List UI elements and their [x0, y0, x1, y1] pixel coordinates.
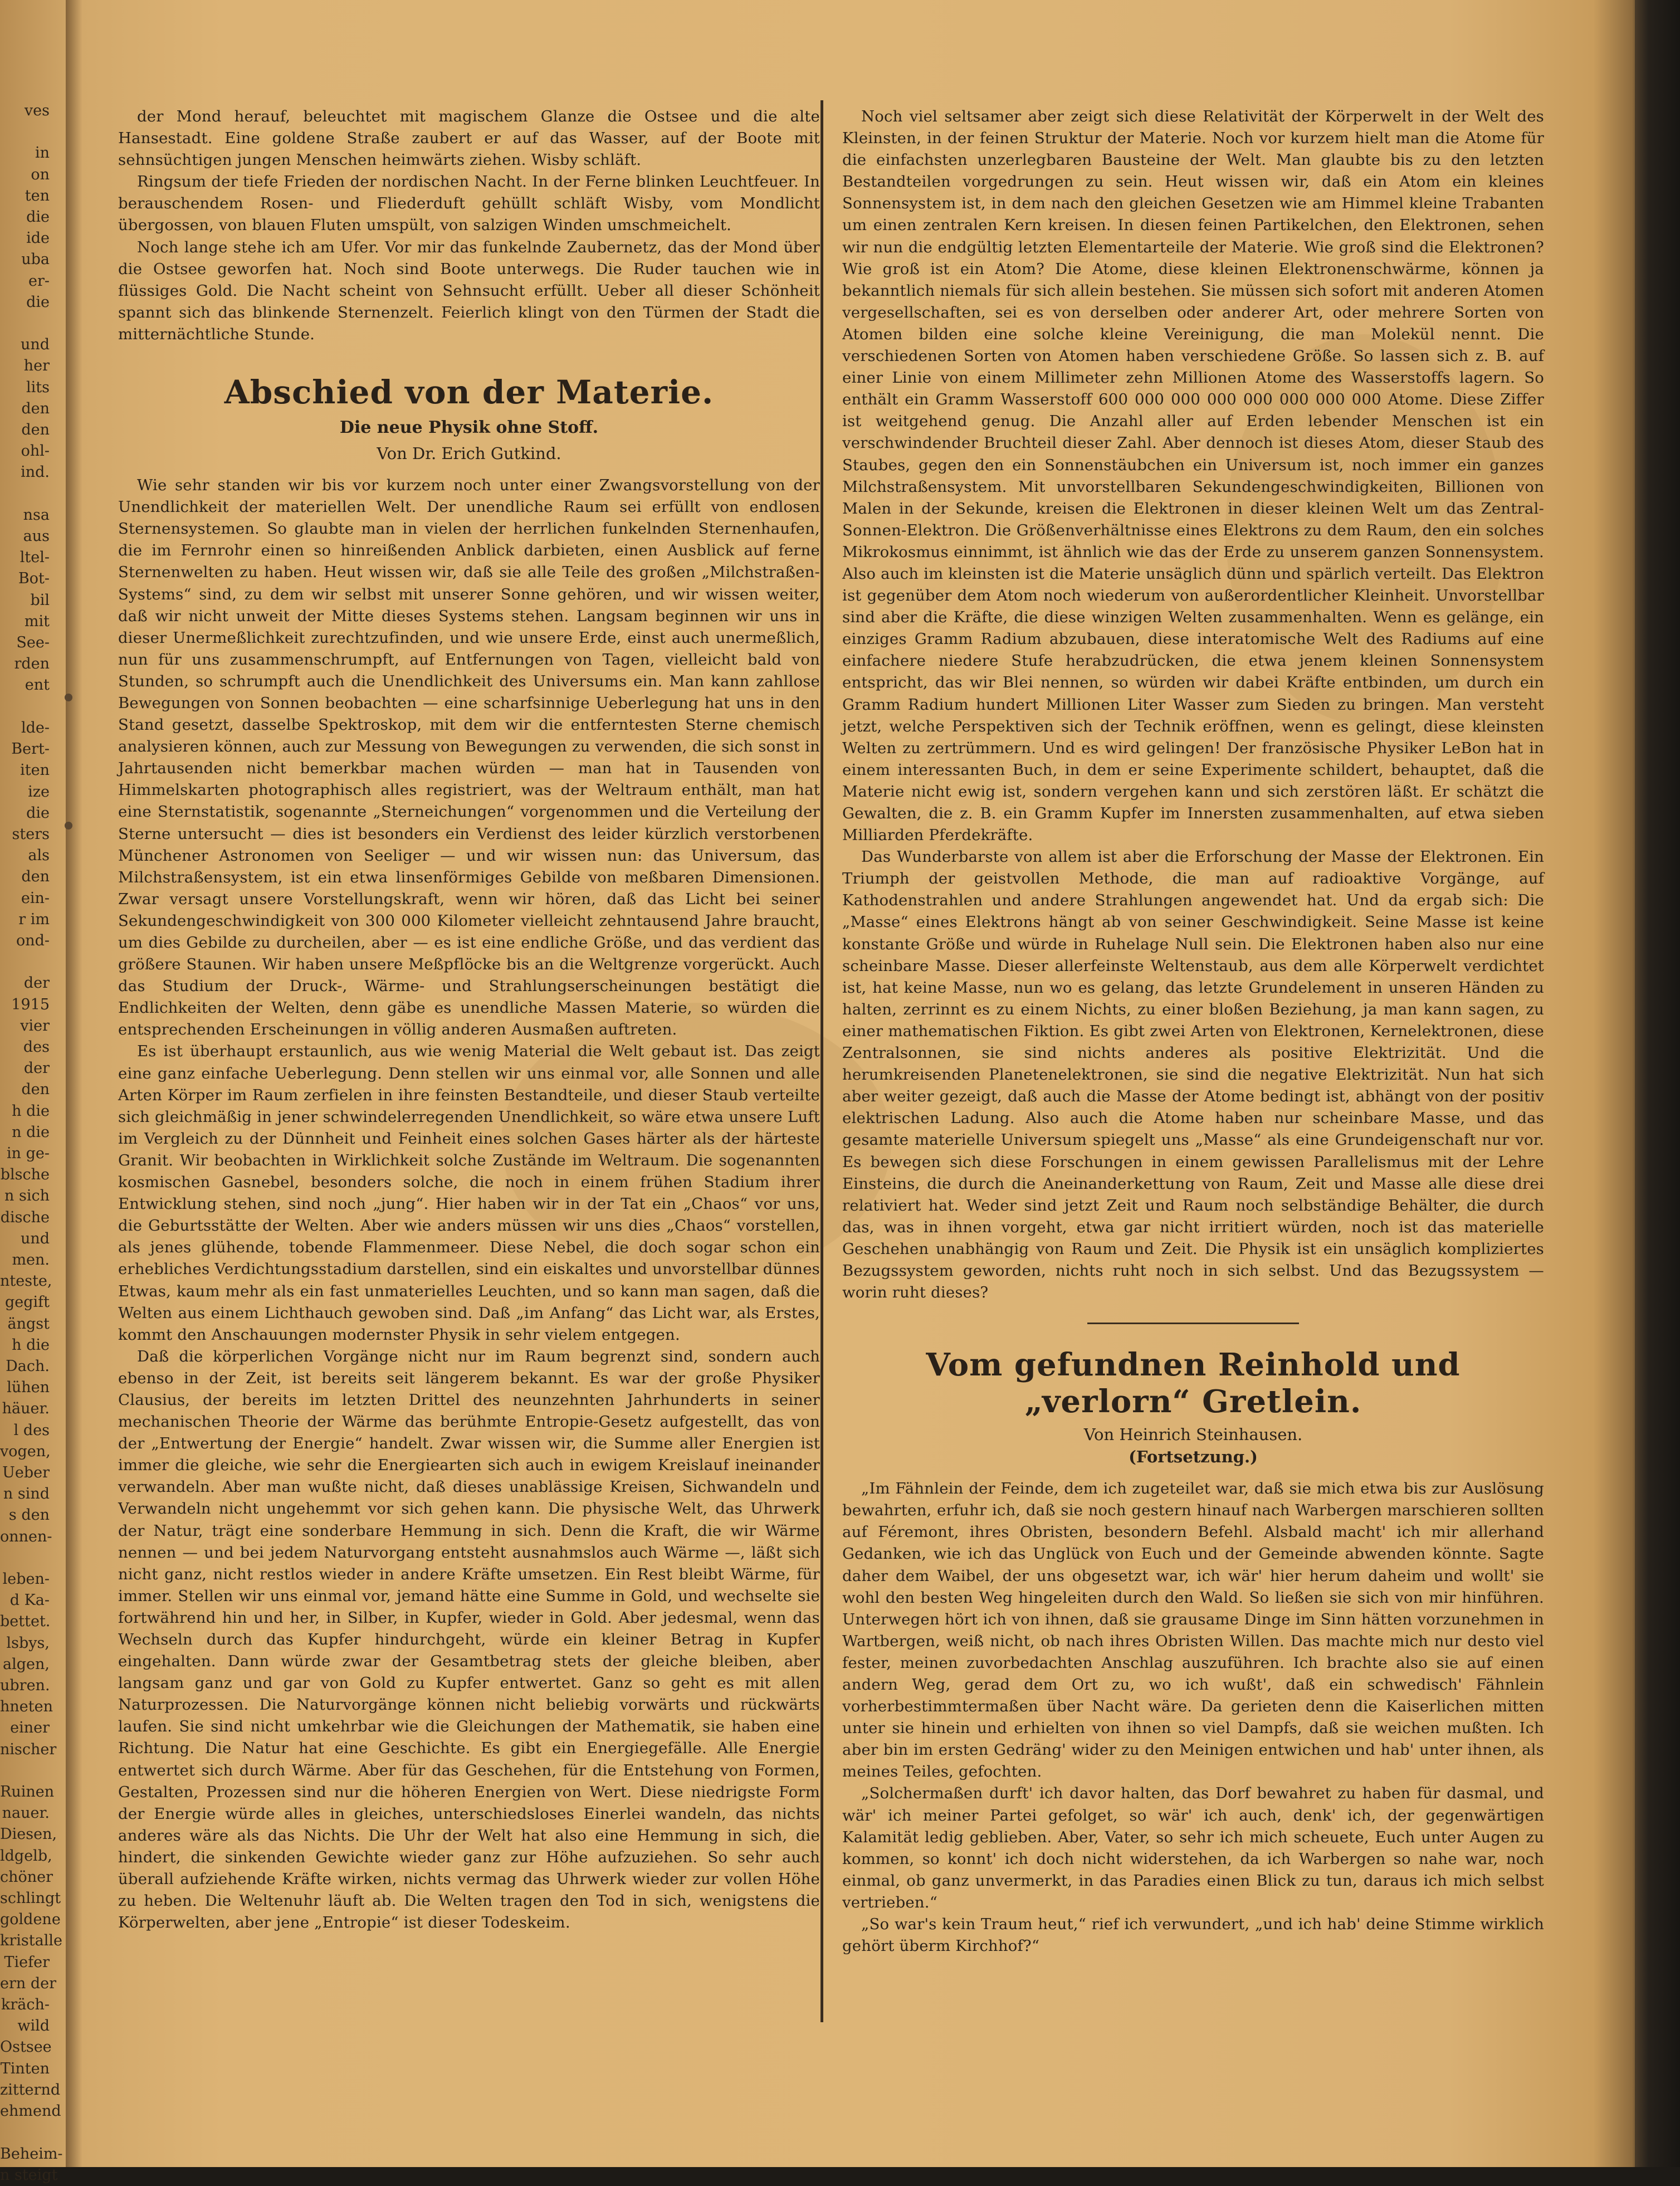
previous-page-fragments [0, 100, 63, 2186]
fragment-line: kräch- [1, 1996, 50, 2014]
fragment-line: wild [17, 2017, 50, 2035]
fragment-line: nteste, [0, 1272, 52, 1290]
fragment-line: lits [26, 378, 50, 396]
article-paragraph: Noch viel seltsamer aber zeigt sich diese Relativität der Körperwelt in der Welt des Kleinsten, in der feinen Struktur der Materie. Noch vor kurzem hielt man die Atome für die einfachsten unzerlegbaren Bausteine der Welt. Man glaubte bis zu den letzten Bestandteilen vorgedrungen zu sein. Heut wissen wir, daß ein Atom ein kleines Sonnensystem ist, in dem nach den gleichen Gesetzen wie am Himmel kleine Trabanten um einen zentralen Kern kreisen. In diesen feinen Partikelchen, den Elektronen, sehen wir nun die endgültig letzten Elementarteile der Materie. Wie groß sind die Elektronen? Wie groß ist ein Atom? Die Atome, diese kleinen Elektronenschwärme, können ja bekanntlich niemals für sich allein bestehen. Sie müssen sich sofort mit anderen Atomen vergesellschaften, sei es von derselben oder anderer Art, oder mehrere Sorten von Atomen bilden eine solche kleine Vereinigung, die man Molekül nennt. Die verschiedenen Sorten von Atomen haben verschiedene Größe. So lassen sich z. B. auf einer Linie von einem Millimeter zehn Millionen Atome des Wasserstoffs lagern. So enthält ein Gramm Wasserstoff 600 000 000 000 000 000 000 000 Atome. Diese Ziffer ist weitgehend genug. Die Anzahl aller auf Erden lebender Menschen ist ein verschwindender Bruchteil dieser Zahl. Aber dennoch ist dieses Atom, dieser Staub des Staubes, gegen den ein Sonnenstäubchen ein Universum ist, noch immer ein ganzes Milchstraßensystem. Mit unvorstellbaren Sekundengeschwindigkeiten, Billionen von Malen in der Sekunde, kreisen die Elektronen in dieser kleinen Welt um das Zentral-Sonnen-Elektron. Die Größenverhältnisse eines Elektrons zu dem Raum, den ein solches Mikrokosmus einnimmt, ist ähnlich wie das der Erde zu unserem ganzen Sonnensystem. Also auch im kleinsten ist die Materie unsäglich dünn und spärlich verteilt. Das Elektron ist gegenüber dem Atom noch wiederum von außerordentlicher Kleinheit. Unvorstellbar sind aber die Kräfte, die diese winzigen Welten zusammenhalten. Wenn es gelänge, ein einziges Gramm Radium abzubauen, diese interatomische Welt des Radiums auf eine einfachere niedere Stufe herabzudrücken, die etwa jenem kleinen Sonnensystem entspricht, das wir Blei nennen, so würden wir dabei Kräfte entbinden, um durch ein Gramm Radium hundert Millionen Liter Wasser zum Sieden zu bringen. Man versteht jetzt, welche Perspektiven sich der Technik eröffnen, wenn es gelingt, diese kleinsten Welten zu zertrümmern. Und es wird gelingen! Der französische Physiker LeBon hat in einem interessanten Buch, in dem er seine Experimente schildert, behauptet, daß die Materie nicht ewig ist, sondern vergehen kann und sich zerstören läßt. Er schätzt die Gewalten, die z. B. ein Gramm Kupfer im Innersten zusammenhalten, auf etwa sieben Milliarden Pferdekräfte. [842, 108, 1544, 845]
fragment-line: den [21, 421, 50, 439]
intro-paragraph: Ringsum der tiefe Frieden der nordischen Nacht. In der Ferne blinken Leuchtfeuer. In berauschendem Rosen- und Fliederduft gehüllt schläft Wisby, vom Mondlicht übergossen, von blauen Fluten umspült, von salzigen Winden umschmeichelt. [118, 173, 820, 235]
fragment-line: Bot- [18, 570, 50, 588]
fragment-line: des [23, 1038, 50, 1056]
fragment-line: n sind [3, 1485, 50, 1503]
fragment-line: die [26, 293, 50, 311]
fragment-line: ten [25, 187, 50, 204]
fragment-line: algen, [3, 1655, 50, 1673]
fragment-line: ern der [0, 1974, 57, 1992]
story-paragraph: „Im Fähnlein der Feinde, dem ich zugeteilet war, daß sie mich etwa bis zur Auslösung bewahrten, erfuhr ich, daß sie noch gestern hinauf nach Warbergen marschieren sollten auf Féremont, ihres Obristen, besondern Befehl. Alsbald macht' ich mir allerhand Gedanken, wie ich das Unglück von Euch und der Gemeinde abwenden könnte. Sagte daher dem Waibel, der uns obgesetzt war, ich wär' hier herum daheim und wollt' sie wohl den besten Weg hingeleiten durch den Wald. So ließen sie sich von mir hinführen. Unterwegen hört ich von ihnen, daß sie grausame Dinge im Sinn hätten vorzunehmen in Wartbergen, weiß nicht, ob nach ihres Obristen Willen. Das machte mich nur desto viel fester, meinen zuvorbedachten Anschlag auszuführen. Ich brachte also sie auf einen andern Weg, gerad dem Ort zu, wo ich wußt', daß ein schwedisch' Fähnlein vorherbestimmtermaßen über Nacht wäre. Da gerieten denn die Kaiserlichen mitten unter sie hinein und erhielten von ihnen so viel Dampfs, daß sie weichen mußten. Ich aber bin im ersten Gedräng' wider zu den Meinigen entwichen und hab' unter ihnen, als meines Teiles, gefochten. [842, 1480, 1544, 1781]
story-title: Vom gefundnen Reinhold und „verlorn“ Gretlein. [926, 1346, 1461, 1421]
fragment-line: als [28, 847, 50, 865]
fragment-line: der [23, 974, 50, 992]
fragment-line: uba [21, 251, 50, 269]
fragment-line: häuer. [2, 1400, 50, 1418]
fragment-line: s den [8, 1506, 50, 1524]
fragment-line: r im [18, 910, 50, 928]
fragment-line: h die [12, 1102, 50, 1120]
fragment-line: aus [23, 528, 50, 545]
binding-hole [65, 822, 72, 829]
article-paragraph: Daß die körperlichen Vorgänge nicht nur im Raum begrenzt sind, sondern auch ebenso in der Zeit, ist bereits seit längerem bekannt. Es war der große Physiker Clausius, der bereits im letzten Drittel des neunzehnten Jahrhunderts in seiner mechanischen Theorie der Wärme das berühmte Entropie-Gesetz aufgestellt, das von der „Entwertung der Energie“ handelt. Zwar wissen wir, die Summe aller Energien ist immer die gleiche, wie sehr die Energiearten sich auch in ewigem Kreislauf ineinander verwandeln. Aber man wußte nicht, daß dieses unablässige Kreisen, Sichwandeln und Verwandeln nicht ungehemmt vor sich gehen kann. Die physische Welt, das Uhrwerk der Natur, trägt eine sonderbare Hemmung in sich. Denn die Kraft, die wir Wärme nennen — und bei jedem Naturvorgang entsteht ausnahmslos auch Wärme —, läßt sich nicht ganz, nicht restlos wieder in andere Kräfte umsetzen. Ein Rest bleibt Wärme, für immer. Stellen wir uns einmal vor, jemand hätte eine Summe in Gold, und wechselte sie fortwährend hin und her, in Silber, in Kupfer, wieder in Gold. Aber jedesmal, wenn das Wechseln durch das Kupfer hindurchgeht, würde ein kleiner Betrag in Kupfer eingehalten. Dann würde zwar der Gesamtbetrag stets der gleiche bleiben, aber langsam ganz und gar von Gold zu Kupfer entwertet. Ganz so geht es mit allen Naturprozessen. Die Naturvorgänge können nicht beliebig vorwärts und rückwärts laufen. Sie sind nicht umkehrbar wie die Gleichungen der Mathematik, sie haben eine Richtung. Die Natur hat eine Geschichte. Es gibt ein Energiegefälle. Alle Energie entwertet sich durch Wärme. Aber für das Geschehen, für die Entstehung von Formen, Gestalten, Prozessen sind nur die höheren Energien von Wert. Diese niedrigste Form der Energie würde alles in gleiches, unterschiedsloses Einerlei wandeln, das nichts anderes wäre als das Nichts. Die Uhr der Welt hat also eine Hemmung in sich, die hindert, die sinkenden Gewichte wieder ganz zur Höhe aufzuziehen. So sehr auch überall aufziehende Kräfte wirken, nichts vermag das Uhrwerk wieder zur vollen Höhe zu heben. Die Weltenuhr läuft ab. Die Welten tragen den Tod in sich, wenigstens die Körperwelten, aber jene „Entropie“ ist dieser Todeskeim. [118, 1347, 820, 1932]
left-column [118, 106, 820, 1934]
fragment-line: den [21, 868, 50, 886]
fragment-line: 1915 [11, 996, 50, 1013]
fragment-line: und [20, 336, 50, 354]
story-byline: Von Heinrich Steinhausen. [1083, 1425, 1303, 1445]
binding-hole [65, 694, 72, 701]
fragment-line [0, 1548, 53, 1569]
fragment-line: ubren. [0, 1677, 50, 1695]
fragment-line: dische [0, 1208, 50, 1226]
story-paragraph: „Solchermaßen durft' ich davor halten, das Dorf bewahret zu haben für dasmal, und wär' ich meiner Partei gefolget, so wär' ich auch, denk' ich, der gegenwärtigen Kalamität ledig geblieben. Aber, Vater, so sehr ich mich scheuete, Euch unter Augen zu kommen, so konnt' ich doch nicht widerstehen, da ich Warbergen so nahe war, noch einmal, ob ganz unvermerkt, in das Paradies einen Blick zu tun, daraus ich mich selbst vertrieben.“ [842, 1784, 1544, 1911]
fragment-line: ize [28, 783, 50, 801]
fragment-line: chöner [0, 1868, 53, 1886]
article-paragraph: Wie sehr standen wir bis vor kurzem noch unter einer Zwangsvorstellung von der Unendlichkeit der materiellen Welt. Der unendliche Raum sei erfüllt von endlosen Sternensystemen. So glaubte man in vielen der herrlichen funkelnden Sternenhaufen, die im Fernrohr einen so hinreißenden Anblick darbieten, einen Ausblick auf ferne Sternenwelten zu haben. Heut wissen wir, daß sie alle Teile des großen „Milchstraßen-Systems“ sind, zu dem wir selbst mit unserer Sonne gehören, und wir wissen weiter, daß wir nicht unweit der Mitte dieses Systems stehen. Langsam beginnen wir uns in dieser Unermeßlichkeit zurechtzufinden, und wie unsere Erde, einst auch unermeßlich, nun für uns zusammenschrumpft, auf Entfernungen von Tagen, vielleicht bald von Stunden, so schrumpft auch die Unendlichkeit des Universums ein. Man kann zahllose Bewegungen von Sonnen beobachten — eine scharfsinnige Ueberlegung hat uns in den Stand gesetzt, dasselbe Spektroskop, mit dem wir die entferntesten Sterne chemisch analysieren können, auch zur Messung von Bewegungen zu verwenden, die sich sonst in Jahrtausenden nicht bemerkbar machen würden — man hat in Tausenden von Himmelskarten photographisch alles registriert, was der Weltraum enthält, man hat eine Sternstatistik, sogenannte „Sterneichungen“ vorgenommen und die Verteilung der Sterne untersucht — dies ist besonders ein Verdienst des leider kürzlich verstorbenen Münchener Astronomen von Seeliger — und wir wissen nun: das Universum, das Milchstraßensystem, ist ein etwa linsenförmiges Gebilde von meßbaren Dimensionen. Zwar versagt unsere Vorstellungskraft, wenn wir hören, daß das Licht bei seiner Sekundengeschwindigkeit von 300 000 Kilometer vielleicht zehntausend Jahre braucht, um dies Gebilde zu durcheilen, aber — es ist eine endliche Größe, und das verdient das größere Staunen. Wir haben unsere Meßpflöcke bis an die Weltgrenze vorgerückt. Auch das Studium der Druck-, Wärme- und Strahlungserscheinungen bestätigt die Endlichkeiten der Welten, denn gäbe es unendliche Massen Materie, so würden die entsprechenden Erscheinungen in völlig anderen Ausmaßen auftreten. [118, 476, 820, 1039]
fragment-line: lde- [21, 719, 50, 736]
fragment-line: Bert- [11, 740, 50, 758]
fragment-line: ehmend [0, 2102, 61, 2120]
fragment-line: schlingt [0, 1890, 61, 1907]
fragment-line: Ostsee [0, 2038, 52, 2056]
fragment-line: einer [10, 1719, 50, 1737]
fragment-line: n sich [4, 1187, 50, 1205]
fragment-line: kristalle [0, 1932, 62, 1950]
fragment-line: in [35, 144, 50, 162]
fragment-line: Tiefer [4, 1953, 50, 1971]
fragment-line: goldene [0, 1911, 61, 1929]
fragment-line: ldgelb, [0, 1847, 52, 1865]
fragment-line: d Ka- [9, 1592, 50, 1609]
fragment-line: mit [24, 612, 50, 630]
fragment-line: ves [24, 102, 50, 119]
fragment-line: ein- [21, 889, 50, 907]
fragment-line: blsche [0, 1166, 50, 1184]
fragment-line: leben- [2, 1570, 50, 1588]
fragment-line: ide [26, 230, 50, 247]
fragment-line: on [31, 165, 50, 183]
fragment-line: bettet. [0, 1613, 51, 1631]
column-divider [821, 100, 823, 2022]
fragment-line: rden [14, 655, 50, 673]
fragment-line: See- [16, 634, 50, 652]
article-paragraph: Es ist überhaupt erstaunlich, aus wie wenig Material die Welt gebaut ist. Das zeigt eine ganz einfache Ueberlegung. Denn stellen wir uns einmal vor, alle Sonnen und alle Arten Körper im Raum zerfielen in ihre feinsten Bestandteile, und dieser Staub verteilte sich gleichmäßig in jener schwindelerregenden Unendlichkeit, so wäre etwa unsere Luft im Vergleich zu der Dünnheit und Feinheit eines solchen Gases härter als der härteste Granit. Wir beobachten in Wirklichkeit solche Zustände im Weltraum. Die sogenannten kosmischen Gasnebel, besonders solche, die noch in einem frühen Stadium ihrer Entwicklung stehen, sind noch „jung“. Hier haben wir in der Tat ein „Chaos“ vor uns, die Geburtsstätte der Welten. Aber wie anders müssen wir uns dies „Chaos“ vorstellen, als jenes glühende, tobende Flammenmeer. Diese Nebel, die doch sogar schon ein erhebliches Verdichtungsstadium darstellen, sind ein eiskaltes und unvorstellbar dünnes Etwas, kaum mehr als ein fast unmaterielles Leuchten, und so kann man sagen, daß die Welten aus einem Lichthauch gewoben sind. Daß „im Anfang“ das Licht war, als Erstes, kommt den Anschauungen modernster Physik in sehr vielem entgegen. [118, 1042, 820, 1344]
binding-gutter [66, 0, 82, 2167]
fragment-line: der [23, 1060, 50, 1077]
intro-paragraph: der Mond herauf, beleuchtet mit magischem Glanze die Ostsee und die alte Hansestadt. Eine goldene Straße zaubert er auf das Wasser, auf der Boote mit sehnsüchtigen jungen Menschen heimwärts ziehen. Wisby schläft. [118, 108, 820, 169]
fragment-line: ltel- [19, 549, 50, 567]
fragment-line: ent [25, 676, 50, 694]
fragment-line: die [26, 804, 50, 822]
fragment-line: vier [20, 1017, 50, 1035]
fragment-line: bil [30, 591, 50, 609]
fragment-line: Ruinen [0, 1783, 55, 1801]
article-paragraph: Das Wunderbarste von allem ist aber die Erforschung der Masse der Elektronen. Ein Triumph der geistvollen Methode, die man auf radioaktive Vorgänge, auf Kathodenstrahlen und andere Strahlungen angewendet hat. Und da ergab sich: Die „Masse“ eines Elektrons hängt ab von seiner Geschwindigkeit. Seine Masse ist keine konstante Größe und würde in Ruhelage Null sein. Die Elektronen haben also nur eine scheinbare Masse. Dieser allerfeinste Weltenstaub, aus dem alle Körperwelt verdichtet ist, hat keine Masse, nun wo es gelang, das letzte Grundelement in unseren Händen zu halten, zerrinnt es zu einem Nichts, zu einer bloßen Beziehung, ja man kann sagen, zu einer mathematischen Fiktion. Es gibt zwei Arten von Elektronen, Kernelektronen, diese Zentralsonnen, sie sind nichts anderes als positive Elektrizität. Und die herumkreisenden Planetenelektronen, sie sind die negative Elektrizität. Nun hat sich aber weiter gezeigt, daß auch die Masse der Atome bedingt ist, abhängt von der positiv elektrischen Ladung. Also auch die Atome haben nur scheinbare Masse, und das gesamte materielle Universum spiegelt uns „Masse“ als eine Grundeigenschaft nur vor. Es bewegen sich diese Forschungen in einem gewissen Parallelismus mit der Lehre Einsteins, die durch die Aneinanderkettung von Raum, Zeit und Masse alle diese drei relativiert hat. Weder sind jetzt Zeit und Raum noch selbständige Behälter, die durch das, was in ihnen vorgeht, etwa gar nicht irritiert würden, noch ist das materielle Geschehen unabhängig von Raum und Zeit. Die Physik ist ein unsäglich kompliziertes Bezugssystem geworden, nichts ruht noch in sich selbst. Und das Bezugssystem — worin ruht dieses? [842, 848, 1544, 1302]
fragment-line: Beheim- [0, 2145, 63, 2163]
fragment-line: ind. [21, 463, 50, 481]
fragment-line: onnen- [0, 1528, 52, 1545]
fragment-line: lühen [7, 1379, 50, 1397]
right-column [842, 106, 1544, 1957]
book-spine [1635, 0, 1680, 2167]
fragment-line [0, 484, 53, 505]
fragment-line: ängst [7, 1315, 50, 1333]
fragment-line: her [23, 357, 50, 375]
fragment-line: Diesen, [0, 1826, 57, 1843]
fragment-line: in ge- [7, 1144, 50, 1162]
fragment-line: er- [28, 272, 50, 290]
fragment-line [0, 313, 53, 334]
fragment-line: iten [20, 762, 50, 779]
fragment-line: zitternd [0, 2081, 61, 2099]
fragment-line: men. [12, 1251, 50, 1268]
fragment-line [0, 952, 53, 973]
fragment-line: Tinten [0, 2060, 50, 2077]
fragment-line: h die [12, 1336, 50, 1354]
fragment-line: nauer. [2, 1804, 50, 1822]
intro-paragraph: Noch lange stehe ich am Ufer. Vor mir das funkelnde Zaubernetz, das der Mond über die Ostsee geworfen hat. Noch sind Boote unterwegs. Die Ruder tauchen wie in flüssiges Gold. Die Nacht scheint von Sehnsucht erfüllt. Ueber all dieser Schönheit spannt sich das blinkende Sternenzelt. Feierlich klingt von den Türmen der Stadt die mitternächtliche Stunde. [118, 238, 820, 343]
fragment-line: nsa [23, 506, 50, 524]
section-rule [1087, 1323, 1299, 1324]
fragment-line: den [21, 399, 50, 417]
fragment-line [0, 121, 53, 143]
fragment-line: die [26, 208, 50, 226]
story-continuation-note: (Fortsetzung.) [1129, 1447, 1258, 1467]
article-title: Abschied von der Materie. [224, 373, 714, 412]
fragment-line: vogen, [0, 1442, 51, 1460]
fragment-line: Ueber [2, 1464, 50, 1481]
fragment-line: sters [12, 825, 50, 843]
fragment-line: und [20, 1229, 50, 1247]
article-byline: Von Dr. Erich Gutkind. [377, 444, 561, 463]
fragment-line: l des [13, 1421, 50, 1439]
fragment-line [0, 1760, 53, 1782]
fragment-line [0, 2122, 53, 2143]
story-paragraph: „So war's kein Traum heut,“ rief ich verwundert, „und ich hab' deine Stimme wirklich gehört überm Kirchhof?“ [842, 1915, 1544, 1955]
fragment-line: Dach. [6, 1357, 50, 1375]
fragment-line: ond- [16, 931, 50, 949]
fragment-line: lsbys, [6, 1634, 50, 1652]
fragment-line: den [21, 1081, 50, 1099]
fragment-line: ohl- [21, 442, 50, 460]
fragment-line [0, 696, 53, 718]
fragment-line: nischer [0, 1740, 57, 1758]
fragment-line: n die [12, 1123, 50, 1141]
fragment-line: n steigt [0, 2166, 58, 2184]
article-subtitle: Die neue Physik ohne Stoff. [339, 418, 599, 438]
fragment-line: hneten [0, 1698, 53, 1716]
fragment-line: gegift [4, 1294, 50, 1311]
